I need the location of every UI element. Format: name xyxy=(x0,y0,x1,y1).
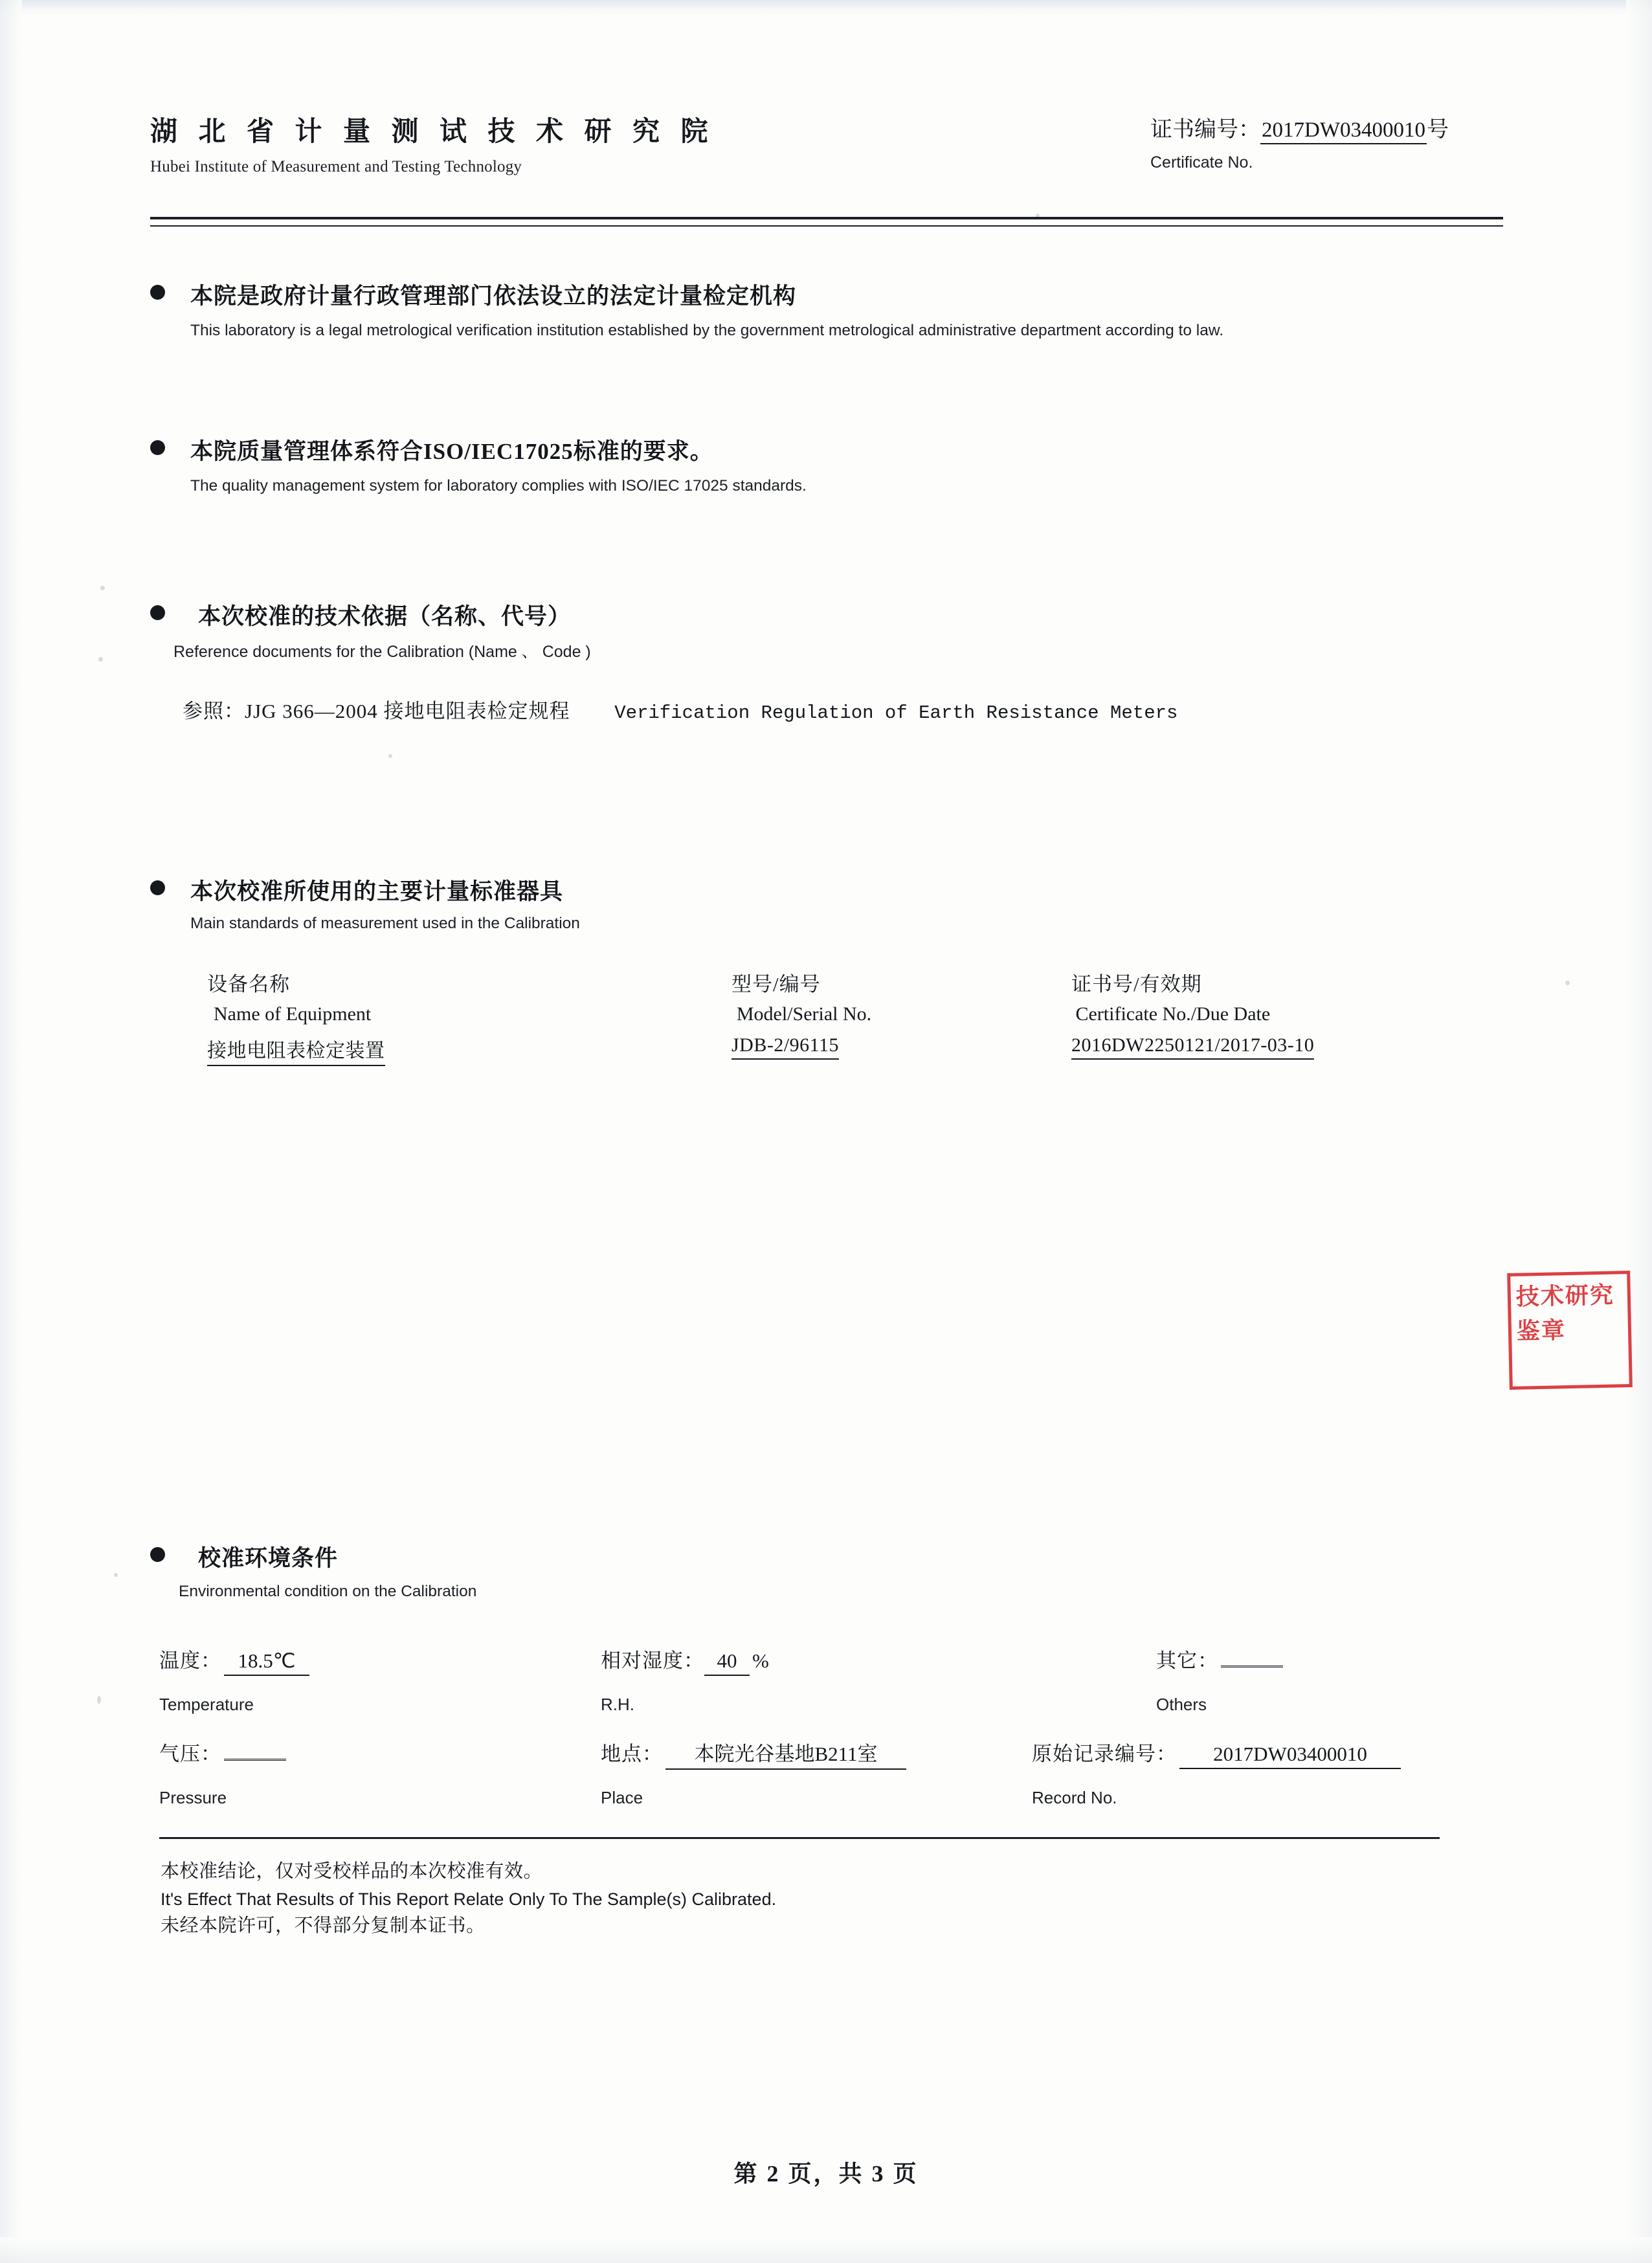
organization-name-cn: 湖 北 省 计 量 测 试 技 术 研 究 院 xyxy=(150,117,715,147)
statement-1-cn: 本院是政府计量行政管理部门依法设立的法定计量检定机构 xyxy=(190,284,797,309)
document-header xyxy=(150,110,1503,176)
record-field xyxy=(1032,1737,1401,1769)
table-header-row-cn xyxy=(207,968,1437,1003)
reference-value-cn: 参照：JJG 366—2004 接地电阻表检定规程 xyxy=(183,700,570,722)
cell-certificate-due xyxy=(1071,1034,1434,1066)
scan-edge-bottom xyxy=(0,2237,1652,2263)
scan-speck xyxy=(114,1573,118,1577)
scan-edge-top xyxy=(0,0,1652,17)
humidity-unit: % xyxy=(752,1649,770,1672)
certificate-number-block xyxy=(1150,111,1629,172)
scan-edge-left xyxy=(0,0,22,2263)
column-header-certificate-en: Certificate No./Due Date xyxy=(1075,1003,1271,1025)
certificate-number-line xyxy=(1150,111,1629,143)
place-field xyxy=(601,1737,906,1770)
red-seal-stamp xyxy=(1507,1271,1633,1390)
environment-heading-cn: 校准环境条件 xyxy=(198,1546,339,1571)
pressure-value-blank xyxy=(224,1745,286,1761)
column-header-name-en: Name of Equipment xyxy=(214,1003,372,1025)
certificate-due-value: 2016DW2250121/2017-03-10 xyxy=(1071,1034,1314,1060)
equipment-name-value: 接地电阻表检定装置 xyxy=(207,1034,385,1066)
others-field xyxy=(1156,1644,1283,1673)
certificate-label-en: Certificate No. xyxy=(1150,153,1253,172)
model-serial-value: JDB-2/96115 xyxy=(731,1034,839,1060)
bullet-dot-icon xyxy=(150,880,165,895)
scan-speck xyxy=(1565,981,1570,985)
certificate-label-cn: 证书编号： xyxy=(1150,118,1260,142)
stamp-line-1: 技术研究 xyxy=(1515,1282,1615,1310)
temperature-value: 18.5℃ xyxy=(224,1649,309,1676)
environment-section xyxy=(150,1541,1503,1604)
standards-table xyxy=(207,968,1437,1066)
standards-heading-cn: 本次校准所使用的主要计量标准器具 xyxy=(190,879,564,904)
column-header-certificate-cn: 证书号/有效期 xyxy=(1071,973,1202,996)
scan-speck xyxy=(100,586,105,590)
bullet-dot-icon xyxy=(150,605,165,620)
place-label-cn: 地点： xyxy=(601,1743,663,1765)
header-divider xyxy=(150,217,1503,227)
record-label-en: Record No. xyxy=(1032,1788,1117,1807)
standards-heading-en: Main standards of measurement used in the Calibration xyxy=(190,915,580,932)
cell-equipment-name xyxy=(207,1034,731,1066)
reference-documents-section xyxy=(150,599,1503,662)
reference-heading-en: Reference documents for the Calibration (Name 、 Code ) xyxy=(173,643,591,661)
environment-row-3 xyxy=(159,1737,1506,1788)
organization-name-en: Hubei Institute of Measurement and Testing Technology xyxy=(150,158,522,175)
others-label-en: Others xyxy=(1156,1695,1207,1714)
reference-value-en: Verification Regulation of Earth Resistance Meters xyxy=(614,702,1178,724)
environment-heading-en: Environmental condition on the Calibration xyxy=(179,1583,477,1600)
certificate-label-cn-suffix: 号 xyxy=(1426,118,1449,142)
stamp-line-2: 鉴章 xyxy=(1516,1317,1567,1344)
humidity-label-en: R.H. xyxy=(601,1695,634,1714)
column-header-model-cn: 型号/编号 xyxy=(731,973,821,996)
temperature-label-en: Temperature xyxy=(159,1695,254,1714)
statement-legal-institution xyxy=(150,278,1503,343)
humidity-field xyxy=(601,1644,770,1676)
reference-value xyxy=(183,696,1510,728)
temperature-field xyxy=(159,1644,309,1676)
others-label-cn: 其它： xyxy=(1156,1649,1218,1672)
statement-quality-system xyxy=(150,434,1503,498)
table-header-row-en xyxy=(207,1003,1437,1034)
pressure-label-en: Pressure xyxy=(159,1788,227,1807)
note-line-1: 本校准结论，仅对受校样品的本次校准有效。 xyxy=(161,1861,543,1882)
table-row xyxy=(207,1034,1437,1066)
notes-block xyxy=(161,1858,1390,1941)
scan-speck xyxy=(388,754,392,758)
scan-speck xyxy=(97,1696,101,1704)
record-label-cn: 原始记录编号： xyxy=(1032,1743,1177,1765)
record-value: 2017DW03400010 xyxy=(1179,1743,1401,1769)
bullet-dot-icon xyxy=(150,1547,165,1562)
bullet-dot-icon xyxy=(150,285,165,300)
environment-divider xyxy=(159,1837,1440,1839)
pressure-field xyxy=(159,1737,286,1767)
place-value: 本院光谷基地B211室 xyxy=(665,1737,906,1770)
environment-row-4 xyxy=(159,1788,1506,1820)
environment-row-2 xyxy=(159,1695,1506,1737)
environment-row-1 xyxy=(159,1644,1506,1695)
certificate-number-value: 2017DW03400010 xyxy=(1260,118,1427,144)
place-label-en: Place xyxy=(601,1788,643,1807)
cell-model-serial xyxy=(731,1034,1071,1066)
humidity-label-cn: 相对湿度： xyxy=(601,1649,704,1672)
column-header-name-cn: 设备名称 xyxy=(207,973,290,996)
humidity-value: 40 xyxy=(704,1649,750,1676)
reference-heading-cn: 本次校准的技术依据（名称、代号） xyxy=(198,604,572,629)
scan-edge-right xyxy=(1626,0,1652,2263)
note-line-3: 未经本院许可，不得部分复制本证书。 xyxy=(161,1915,486,1936)
temperature-label-cn: 温度： xyxy=(159,1649,221,1672)
column-header-model-en: Model/Serial No. xyxy=(736,1003,872,1025)
pressure-label-cn: 气压： xyxy=(159,1743,221,1765)
statement-1-en: This laboratory is a legal metrological verification institution established by the government metrological administrative department according to law. xyxy=(190,322,1224,339)
environment-grid xyxy=(159,1644,1506,1820)
statement-2-cn: 本院质量管理体系符合ISO/IEC17025标准的要求。 xyxy=(190,439,713,464)
others-value-blank xyxy=(1221,1651,1283,1667)
note-line-2: It's Effect That Results of This Report Relate Only To The Sample(s) Calibrated. xyxy=(161,1889,777,1909)
bullet-dot-icon xyxy=(150,440,165,455)
main-standards-section xyxy=(150,874,1503,936)
page-footer: 第 2 页，共 3 页 xyxy=(733,2161,919,2187)
scan-speck xyxy=(98,657,103,662)
statement-2-en: The quality management system for laboratory complies with ISO/IEC 17025 standards. xyxy=(190,477,807,495)
